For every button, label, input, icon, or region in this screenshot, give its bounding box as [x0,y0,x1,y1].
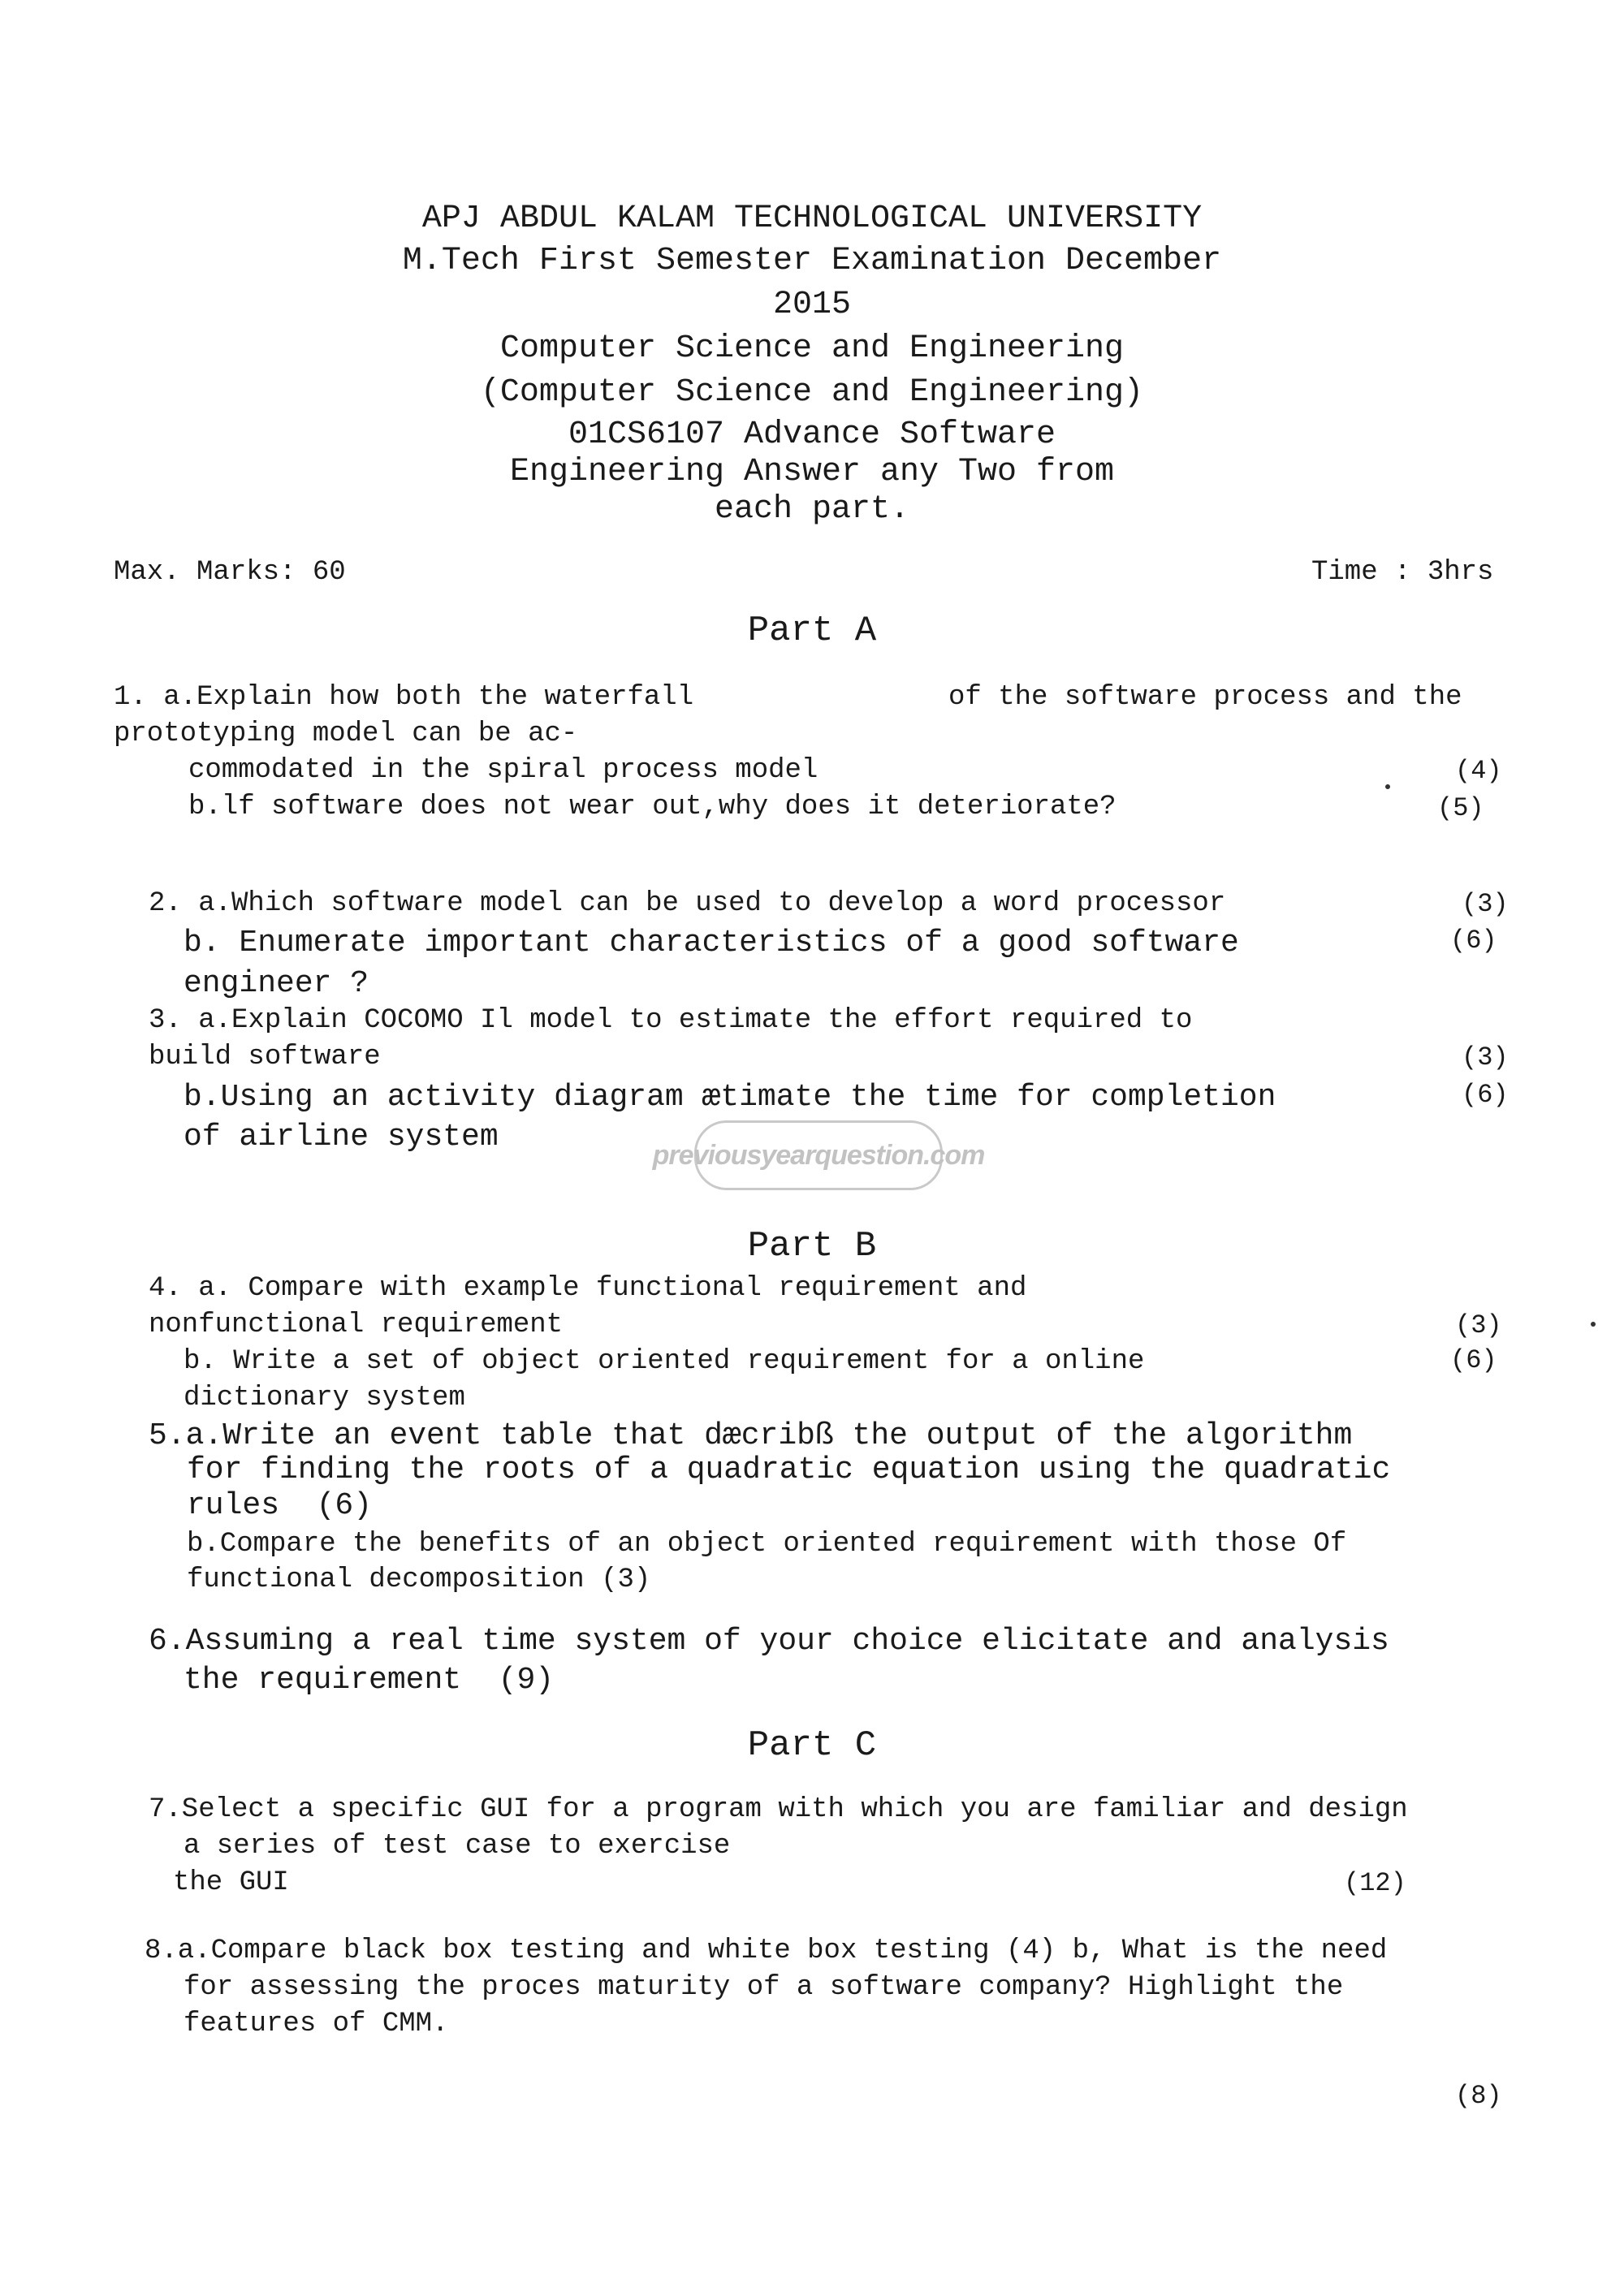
stray-dot [1591,1322,1596,1327]
q4a-marks: (3) [1455,1310,1502,1340]
q5b-text: b.Compare the benefits of an object oriented requirement with those Of [187,1529,1347,1560]
q4b-text: dictionary system [184,1383,465,1413]
q1b-text: b.lf software does not wear out,why does it deteriorate? [188,792,1116,822]
q6-text: the requirement (9) [184,1663,555,1698]
q4b-marks: (6) [1450,1345,1497,1375]
q2b-marks: (6) [1450,926,1497,956]
instructions: each part. [714,491,910,528]
q8-text: features of CMM. [184,2009,449,2039]
q1b-marks: (5) [1437,793,1484,823]
q2a-marks: (3) [1462,889,1509,919]
q4b-text: b. Write a set of object oriented requirement for a online [184,1346,1145,1377]
part-a-heading: Part A [747,611,877,651]
department-sub: (Computer Science and Engineering) [480,374,1144,411]
q8-text: for assessing the proces maturity of a software company? Highlight the [184,1972,1344,2003]
q4a-text: 4. a. Compare with example functional requirement and [149,1273,1027,1304]
q3b-text: of airline system [184,1120,499,1154]
q1a-marks: (4) [1455,756,1502,786]
q7-text: a series of test case to exercise [184,1831,731,1862]
q4a-text: nonfunctional requirement [149,1310,564,1340]
q1-text: of the software process and the [948,682,1462,713]
stray-dot [1385,784,1390,789]
q5b-text: functional decomposition (3) [187,1564,651,1595]
q7-marks: (12) [1344,1868,1406,1898]
q7-text: the GUI [173,1867,289,1898]
q5a-text: 5.a.Write an event table that dæcribß the output of the algorithm [149,1418,1353,1453]
q2a-text: 2. a.Which software model can be used to develop a word processor [149,888,1226,919]
part-b-heading: Part B [747,1226,877,1267]
q3a-text: 3. a.Explain COCOMO Il model to estimate the effort required to [149,1005,1193,1036]
q3b-marks: (6) [1462,1080,1509,1110]
q2b-text: b. Enumerate important characteristics of a good software [184,926,1239,960]
q3b-text: b.Using an activity diagram ætimate the time for completion [184,1080,1276,1115]
max-marks: Max. Marks: 60 [114,557,346,588]
q8-text: 8.a.Compare black box testing and white box testing (4) b, What is the need [145,1936,1388,1966]
q6-text: 6.Assuming a real time system of your choice elicitate and analysis [149,1624,1389,1659]
q1-text: 1. a.Explain how both the waterfall [114,682,694,713]
q2b-text: engineer ? [184,966,369,1001]
university-name: APJ ABDUL KALAM TECHNOLOGICAL UNIVERSITY [421,201,1203,237]
exam-year: 2015 [772,287,851,323]
q8-marks: (8) [1455,2081,1502,2111]
part-c-heading: Part C [747,1725,877,1766]
department: Computer Science and Engineering [499,330,1125,367]
q5a-text: rules (6) [187,1488,373,1523]
watermark-logo: previousyearquestion.com [694,1120,943,1190]
q1-text: commodated in the spiral process model [188,755,818,786]
exam-time: Time : 3hrs [1311,557,1494,588]
q1-text: prototyping model can be ac- [114,719,578,749]
course-title: 01CS6107 Advance Software [568,416,1056,453]
exam-title: M.Tech First Semester Examination December [402,243,1222,279]
q7-text: 7.Select a specific GUI for a program with which you are familiar and design [149,1794,1408,1825]
course-title-cont: Engineering Answer any Two from [509,454,1115,490]
q5a-text: for finding the roots of a quadratic equation using the quadratic [187,1452,1391,1487]
q3a-text: build software [149,1042,381,1072]
q3a-marks: (3) [1462,1042,1509,1072]
